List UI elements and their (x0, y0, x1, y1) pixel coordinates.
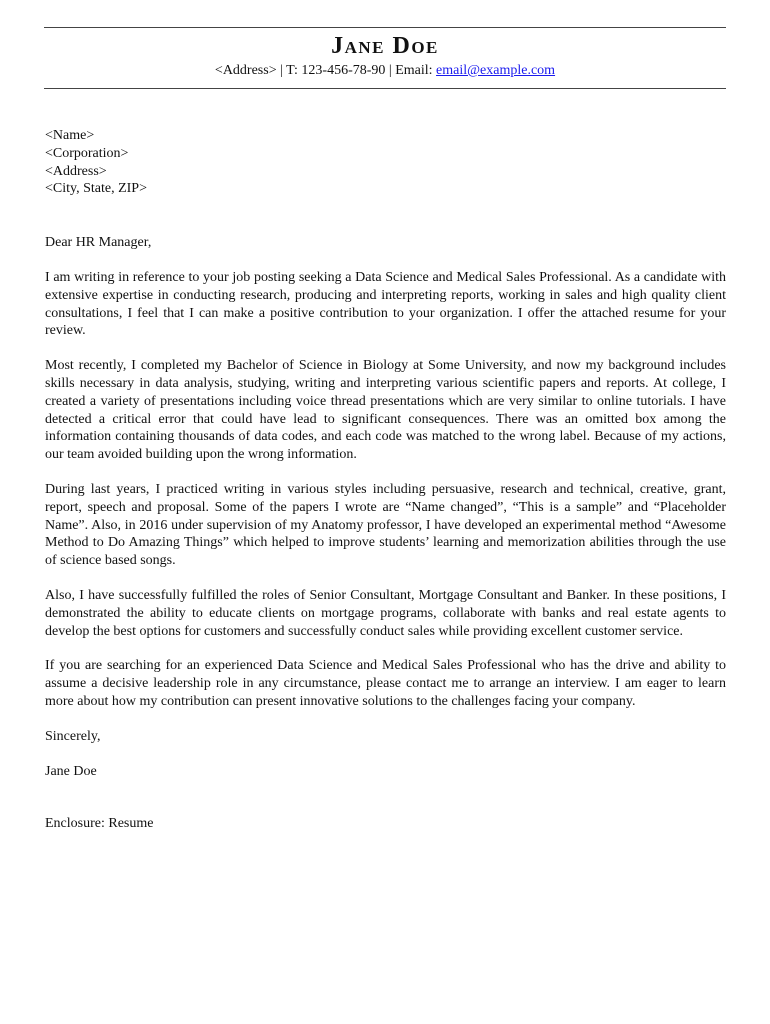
paragraph-education: Most recently, I completed my Bachelor of Science in Biology at Some University, and now my background includes skills necessary in data analysis, studying, writing and interpreting various scientific papers and reports. At college, I created a variety of presentations including voice thread presentations which are very similar to online tutorials. I have detected a critical error that could have lead to significant consequences. There was an omitted box among the information containing thousands of data codes, and each code was matched to the wrong label. Because of my actions, our team avoided building upon the wrong information. (45, 358, 726, 463)
enclosure: Enclosure: Resume (45, 816, 154, 832)
recipient-corporation: <Corporation> (45, 145, 129, 161)
paragraph-writing: During last years, I practiced writing in various styles including persuasive, research and technical, creative, grant, report, speech and proposal. Some of the papers I wrote are “Name changed”, “This is a sample” and “Placeholder Name”. Also, in 2016 under supervision of my Anatomy professor, I have developed an experimental method “Awesome Method to Do Amazing Things” which helped to improve students’ learning and memorization abilities through the use of science based songs. (45, 481, 726, 569)
recipient-city-state-zip: <City, State, ZIP> (45, 181, 147, 197)
paragraph-experience: Also, I have successfully fulfilled the roles of Senior Consultant, Mortgage Consultant and Banker. In these positions, I demonstrated the ability to educate clients on mortgage programs, collaborate with banks and real estate agents to develop the best options for customers and successfully conduct sales while providing excellent customer service. (45, 587, 726, 639)
closing: Sincerely, (45, 728, 101, 744)
email-label: Email: (395, 63, 433, 78)
sender-name: Jane Doe (331, 33, 439, 59)
recipient-address: <Address> (45, 163, 107, 179)
signature: Jane Doe (45, 763, 97, 779)
recipient-name: <Name> (45, 128, 95, 143)
header-top-rule (44, 27, 726, 28)
paragraph-closing: If you are searching for an experienced Data Science and Medical Sales Professional who has the drive and ability to assume a decisive leadership role in any circumstance, please contact me to arrange an interview. I am eager to learn more about how my contribution can present innovative solutions to the challenges facing your company. (45, 658, 726, 709)
sender-phone: T: 123-456-78-90 (286, 63, 386, 78)
sender-address: <Address> (214, 63, 277, 78)
salutation: Dear HR Manager, (45, 235, 152, 251)
separator: | (280, 63, 283, 78)
contact-line (44, 61, 726, 81)
recipient-block (45, 127, 726, 198)
separator: | (388, 63, 392, 78)
header-bottom-rule (44, 88, 726, 89)
email-link[interactable]: email@example.com (436, 63, 556, 78)
paragraph-intro: I am writing in reference to your job posting seeking a Data Science and Medical Sales Professional. As a candidate with extensive expertise in conducting research, producing and interpreting reports, working in sales and high quality client consultations, I feel that I can make a positive contribution to your organization. I offer the attached resume for your review. (45, 269, 726, 339)
letter-body (45, 127, 726, 850)
